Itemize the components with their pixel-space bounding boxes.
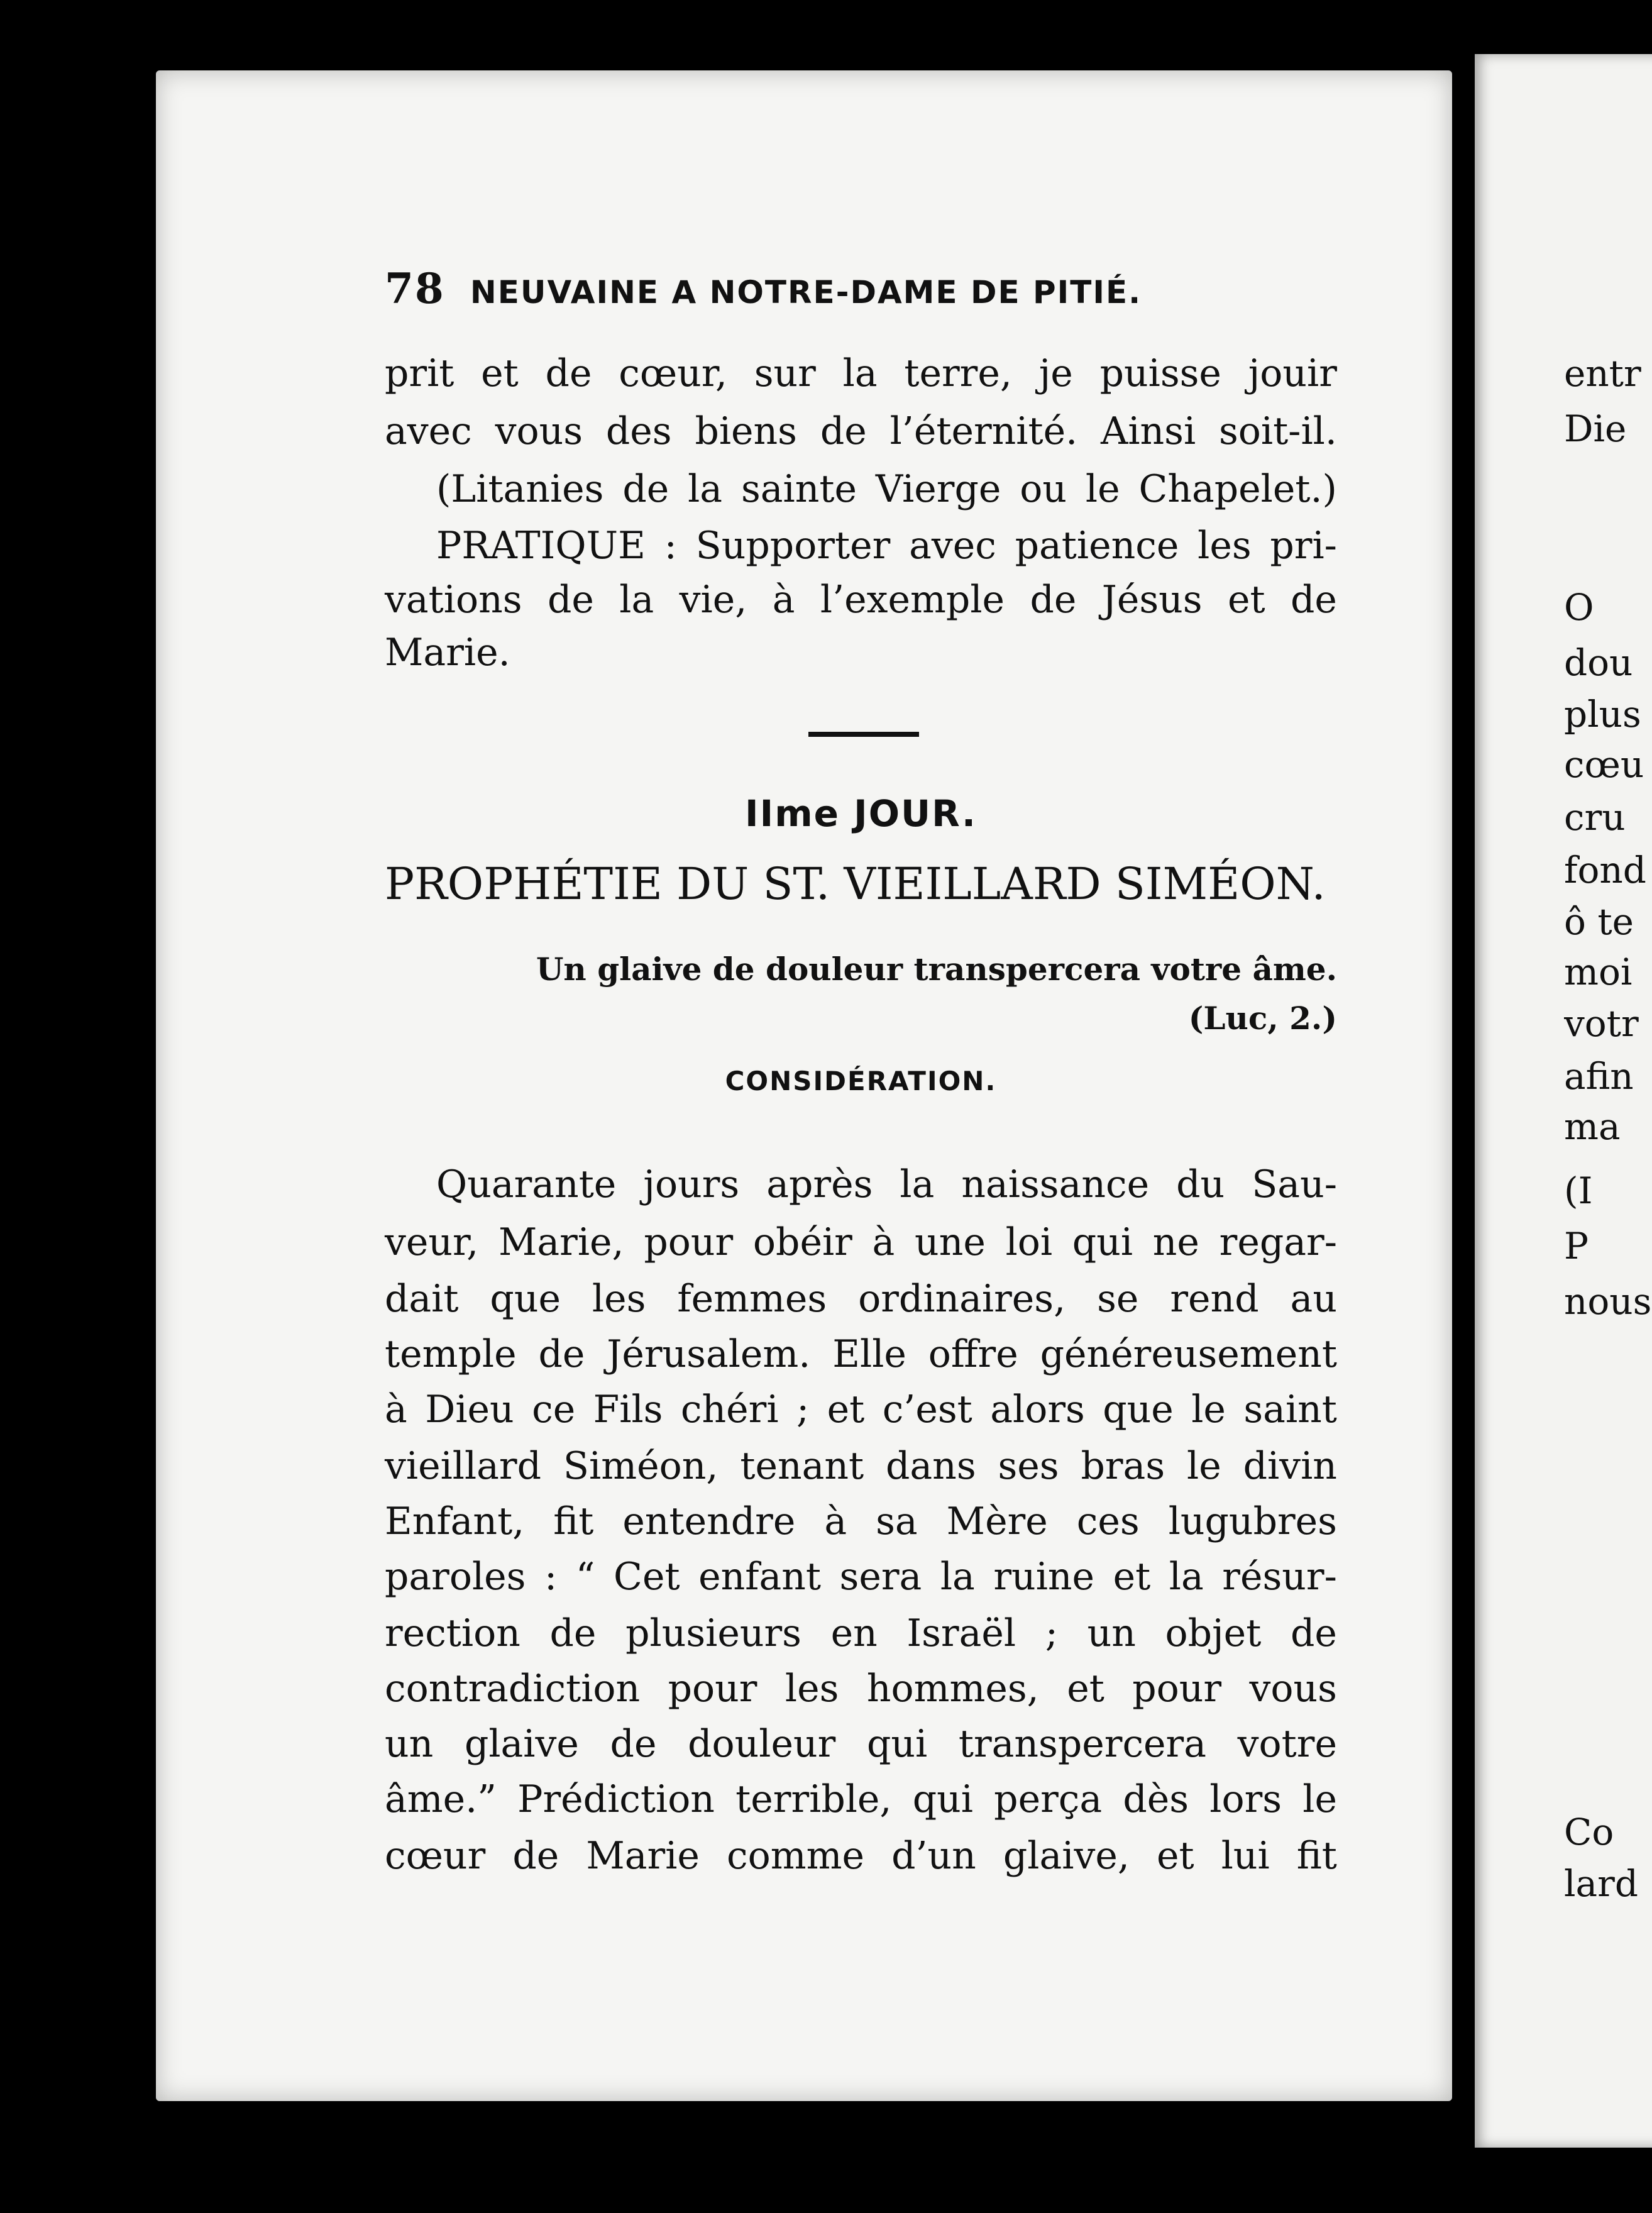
epigraph: Un glaive de douleur transpercera votre âme. bbox=[536, 951, 1337, 988]
text-line: Enfant, fit entendre à sa Mère ces lugubres bbox=[385, 1499, 1337, 1543]
text-line: dait que les femmes ordinaires, se rend au bbox=[385, 1277, 1337, 1321]
text-line: prit et de cœur, sur la terre, je puisse jouir bbox=[385, 351, 1337, 395]
text-line: avec vous des biens de l’éternité. Ainsi soit-il. bbox=[385, 409, 1337, 453]
right-page-fragment: ô te bbox=[1564, 900, 1634, 943]
text-line: cœur de Marie comme d’un glaive, et lui fit bbox=[385, 1834, 1337, 1878]
text-line: rection de plusieurs en Israël ; un objet de bbox=[385, 1611, 1337, 1655]
scripture-reference: (Luc, 2.) bbox=[1188, 1000, 1337, 1037]
right-page-fragment: cœu bbox=[1564, 743, 1644, 786]
right-page-fragment: Co bbox=[1564, 1811, 1614, 1853]
section-title: PROPHÉTIE DU ST. VIEILLARD SIMÉON. bbox=[385, 858, 1326, 910]
right-page-fragment: moi bbox=[1564, 951, 1633, 993]
text-line: (Litanies de la sainte Vierge ou le Chapelet.) bbox=[436, 467, 1337, 511]
right-page-fragment: lard bbox=[1564, 1862, 1638, 1905]
right-page-fragment: votr bbox=[1564, 1002, 1639, 1045]
right-page-fragment: P bbox=[1564, 1225, 1589, 1267]
right-page-fragment: Die bbox=[1564, 407, 1627, 450]
page-number: 78 bbox=[385, 264, 445, 313]
subheading: CONSIDÉRATION. bbox=[725, 1066, 997, 1096]
day-heading: IIme JOUR. bbox=[745, 792, 977, 835]
text-line: Marie. bbox=[385, 631, 510, 675]
text-line: Quarante jours après la naissance du Sau- bbox=[436, 1162, 1337, 1206]
text-line: âme.” Prédiction terrible, qui perça dès lors le bbox=[385, 1777, 1337, 1821]
right-page-fragment: dou bbox=[1564, 641, 1633, 684]
text-line: contradiction pour les hommes, et pour vous bbox=[385, 1667, 1337, 1711]
text-line: PRATIQUE : Supporter avec patience les pri- bbox=[436, 524, 1337, 568]
right-page-fragment: (I bbox=[1564, 1169, 1593, 1212]
right-page-fragment: fond bbox=[1564, 849, 1646, 891]
right-page-fragment: O bbox=[1564, 586, 1594, 629]
text-line: vieillard Siméon, tenant dans ses bras le divin bbox=[385, 1444, 1337, 1488]
text-line: temple de Jérusalem. Elle offre généreusement bbox=[385, 1332, 1337, 1376]
text-line: un glaive de douleur qui transpercera votre bbox=[385, 1722, 1337, 1766]
running-header bbox=[385, 264, 1258, 314]
right-page-fragment: entr bbox=[1564, 352, 1641, 395]
right-page-fragment: cru bbox=[1564, 796, 1626, 839]
right-page-fragment: plus bbox=[1564, 693, 1641, 736]
right-page-fragment: nous bbox=[1564, 1280, 1652, 1323]
right-page-fragment: ma bbox=[1564, 1105, 1621, 1148]
section-divider bbox=[808, 732, 919, 737]
text-line: paroles : “ Cet enfant sera la ruine et la résur- bbox=[385, 1555, 1337, 1599]
text-line: vations de la vie, à l’exemple de Jésus et de bbox=[385, 578, 1337, 622]
text-line: à Dieu ce Fils chéri ; et c’est alors que le saint bbox=[385, 1388, 1337, 1432]
running-title: NEUVAINE A NOTRE-DAME DE PITIÉ. bbox=[470, 274, 1142, 311]
text-line: veur, Marie, pour obéir à une loi qui ne regar- bbox=[385, 1220, 1337, 1264]
right-page-fragment: afin bbox=[1564, 1055, 1634, 1098]
